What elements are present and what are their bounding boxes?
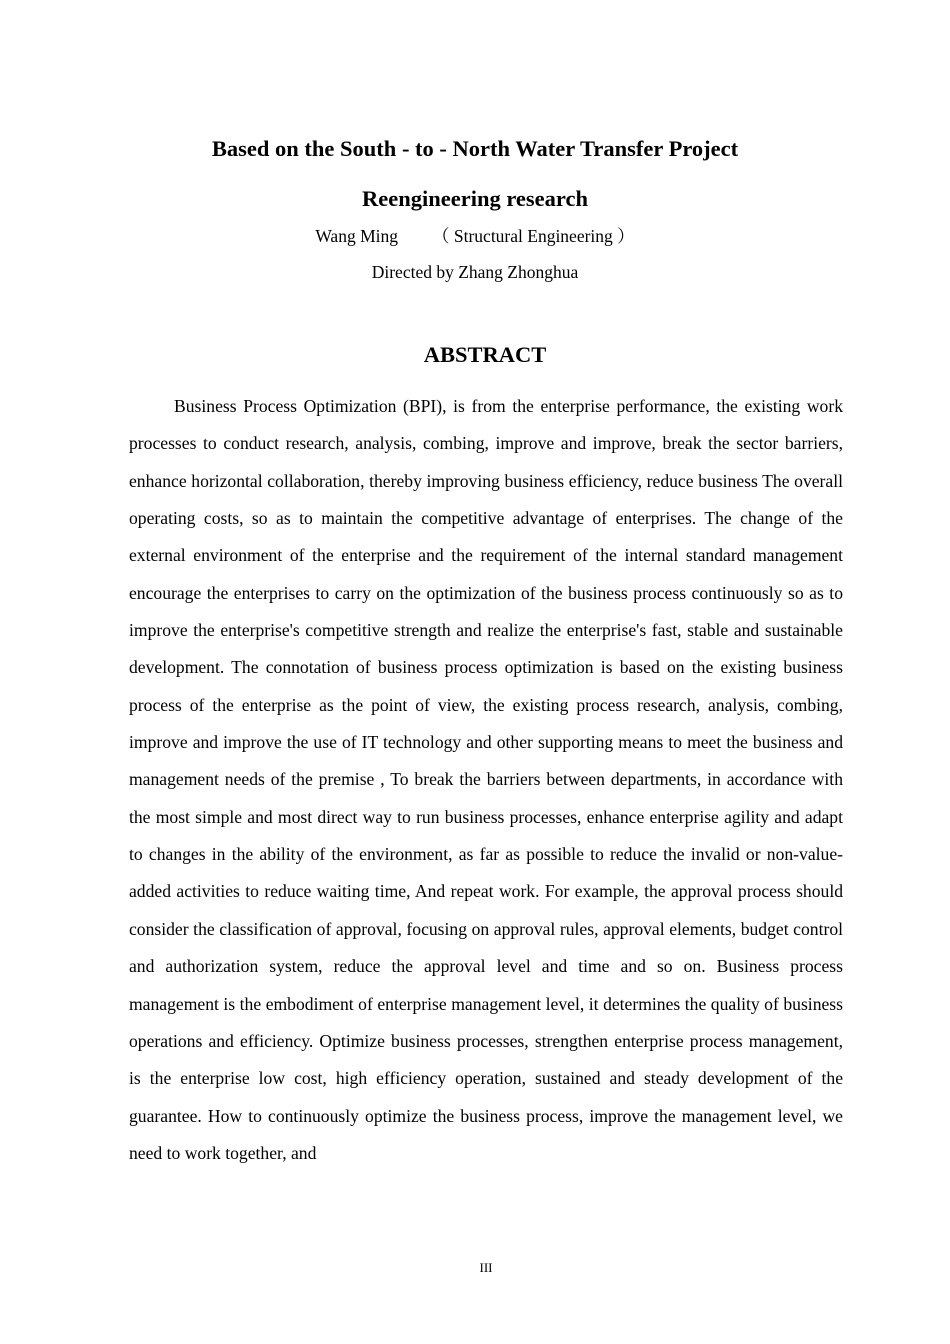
author-line [0, 225, 950, 247]
abstract-body: Business Process Optimization (BPI), is from the enterprise performance, the existing work processes to conduct research, analysis, combing, improve and improve, break the sector barriers, enhance horizontal collaboration, thereby improving business efficiency, reduce business The overall operating costs, so as to maintain the competitive advantage of enterprises. The change of the external environment of the enterprise and the requirement of the internal standard management encourage the enterprises to carry on the optimization of the business process continuously so as to improve the enterprise's competitive strength and realize the enterprise's fast, stable and sustainable development. The connotation of business process optimization is based on the existing business process of the enterprise as the point of view, the existing process research, analysis, combing, improve and improve the use of IT technology and other supporting means to meet the business and management needs of the premise , To break the barriers between departments, in accordance with the most simple and most direct way to run business processes, enhance enterprise agility and adapt to changes in the ability of the environment, as far as possible to reduce the invalid or non-value-added activities to reduce waiting time, And repeat work. For example, the approval process should consider the classification of approval, focusing on approval rules, approval elements, budget control and authorization system, reduce the approval level and time and so on. Business process management is the embodiment of enterprise management level, it determines the quality of business operations and efficiency. Optimize business processes, strengthen enterprise process management, is the enterprise low cost, high efficiency operation, sustained and steady development of the guarantee. How to continuously optimize the business process, improve the management level, we need to work together, and [129, 396, 843, 1163]
abstract-heading: ABSTRACT [423, 342, 547, 367]
thesis-title-line-1: Based on the South - to - North Water Transfer Project [211, 136, 739, 161]
page-number: III [479, 1260, 493, 1275]
director-line: Directed by Zhang Zhonghua [371, 262, 579, 282]
department-name: （ Structural Engineering ） [432, 226, 635, 246]
thesis-title-line-2: Reengineering research [362, 186, 588, 211]
author-name: Wang Ming [315, 226, 398, 246]
